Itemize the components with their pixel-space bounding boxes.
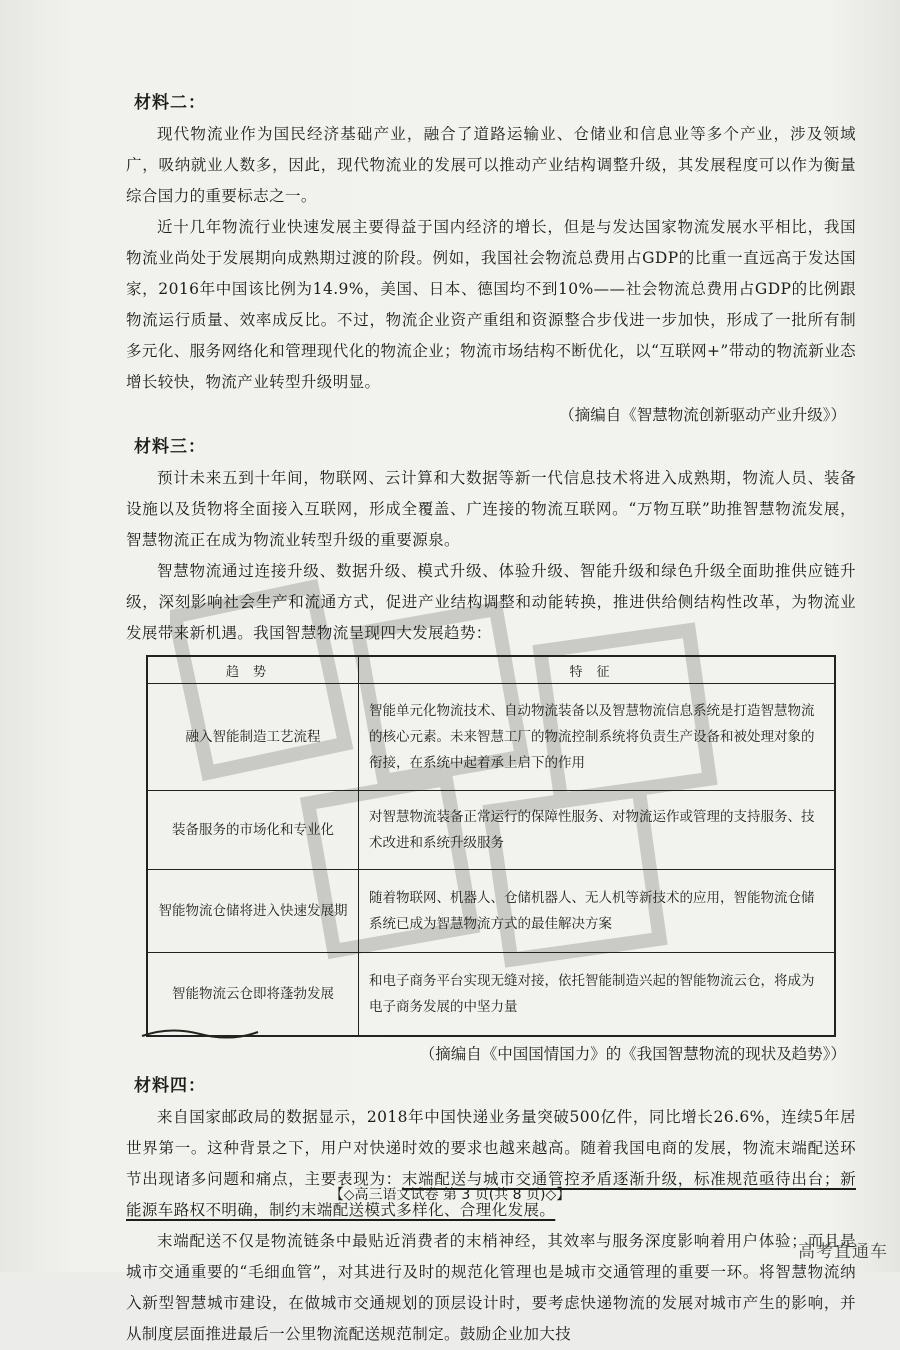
material3-source: （摘编自《中国国情国力》的《我国智慧物流的现状及趋势》）	[419, 1045, 846, 1063]
feature-cell: 随着物联网、机器人、仓储机器人、无人机等新技术的应用，智能物流仓储系统已成为智慧物流方式的最佳解决方案	[359, 870, 836, 953]
feature-cell: 智能单元化物流技术、自动物流装备以及智慧物流信息系统是打造智慧物流的核心元素。未来智慧工厂的物流控制系统将负责生产设备和被处理对象的衔接，在系统中起着承上启下的作用	[359, 684, 836, 791]
table-header-trend: 趋势	[147, 656, 359, 684]
trend-cell: 智能物流仓储将进入快速发展期	[147, 870, 359, 953]
page-footer: 【◇高三语文试卷 第 3 页(共 8 页)◇】	[329, 1187, 571, 1203]
material4-paragraph: 末端配送不仅是物流链条中最贴近消费者的末梢神经，其效率与服务深度影响着用户体验；而且是城市交通重要的“毛细血管”，对其进行及时的规范化管理也是城市交通管理的重要一环。将智慧物流纳入新型智慧城市建设，在做城市交通规划的顶层设计时，要考虑快递物流的发展对城市产生的影响，并从制度层面推进最后一公里物流配送规范制定。鼓励企业加大技	[126, 1232, 856, 1343]
feature-cell: 对智慧物流装备正常运行的保障性服务、对物流运作或管理的支持服务、技术改进和系统升级服务	[359, 791, 836, 870]
material2-paragraph: 现代物流业作为国民经济基础产业，融合了道路运输业、仓储业和信息业等多个产业，涉及领域广，吸纳就业人数多，因此，现代物流业的发展可以推动产业结构调整升级，其发展程度可以作为衡量综合国力的重要标志之一。	[126, 125, 856, 205]
table-row	[147, 953, 835, 1037]
material3-paragraph: 预计未来五到十年间，物联网、云计算和大数据等新一代信息技术将进入成熟期，物流人员、装备设施以及货物将全面接入互联网，形成全覆盖、广连接的物流互联网。“万物互联”助推智慧物流发展，智慧物流正在成为物流业转型升级的重要源泉。	[126, 469, 856, 549]
trend-cell: 装备服务的市场化和专业化	[147, 791, 359, 870]
trend-cell: 融入智能制造工艺流程	[147, 684, 359, 791]
table-header-row	[147, 656, 835, 684]
table-row	[147, 870, 835, 953]
trend-cell: 智能物流云仓即将蓬勃发展	[147, 953, 359, 1037]
feature-cell: 和电子商务平台实现无缝对接，依托智能制造兴起的智能物流云仓，将成为电子商务发展的中坚力量	[359, 953, 836, 1037]
material4-text: 来自国家邮政局的数据显示，2018年中国快递业务量突破500亿件，同比增长26.6%，连续5年居世界第一。这种背景之下，用户对快递时效的要求也越来越高。随着我国电商的发展，物流末端配送环节出现诸多问题和痛点，主要表现为：	[126, 1108, 856, 1188]
page-content	[126, 88, 856, 1350]
table-header-feature: 特征	[359, 656, 836, 684]
material4-paragraph	[126, 1102, 856, 1226]
table-row	[147, 791, 835, 870]
material2-heading: 材料二：	[134, 93, 206, 113]
site-watermark: 高考直通车	[798, 1242, 888, 1262]
material4-heading: 材料四：	[134, 1076, 206, 1096]
material2-paragraph: 近十几年物流行业快速发展主要得益于国内经济的增长，但是与发达国家物流发展水平相比，我国物流业尚处于发展期向成熟期过渡的阶段。例如，我国社会物流总费用占GDP的比重一直远高于发达国家，2016年中国该比例为14.9%，美国、日本、德国均不到10%——社会物流总费用占GDP的比例跟物流运行质量、效率成反比。不过，物流企业资产重组和资源整合步伐进一步加快，形成了一批所有制多元化、服务网络化和管理现代化的物流企业；物流市场结构不断优化，以“互联网+”带动的物流新业态增长较快，物流产业转型升级明显。	[126, 218, 856, 391]
material2-source: （摘编自《智慧物流创新驱动产业升级》）	[559, 406, 846, 424]
material3-paragraph: 智慧物流通过连接升级、数据升级、模式升级、体验升级、智能升级和绿色升级全面助推供应链升级，深刻影响社会生产和流通方式，促进产业结构调整和动能转换，推进供给侧结构性改革，为物流业发展带来新机遇。我国智慧物流呈现四大发展趋势：	[126, 562, 856, 642]
table-row	[147, 684, 835, 791]
trends-table	[146, 655, 836, 1037]
handwritten-underline-text: 末端配送与城市交通管控矛盾逐渐升级，标准规范亟待出台；新能源车路权不明确，制约末端配送模式多样化、合理化发展。	[126, 1170, 856, 1219]
material3-heading: 材料三：	[134, 437, 206, 457]
